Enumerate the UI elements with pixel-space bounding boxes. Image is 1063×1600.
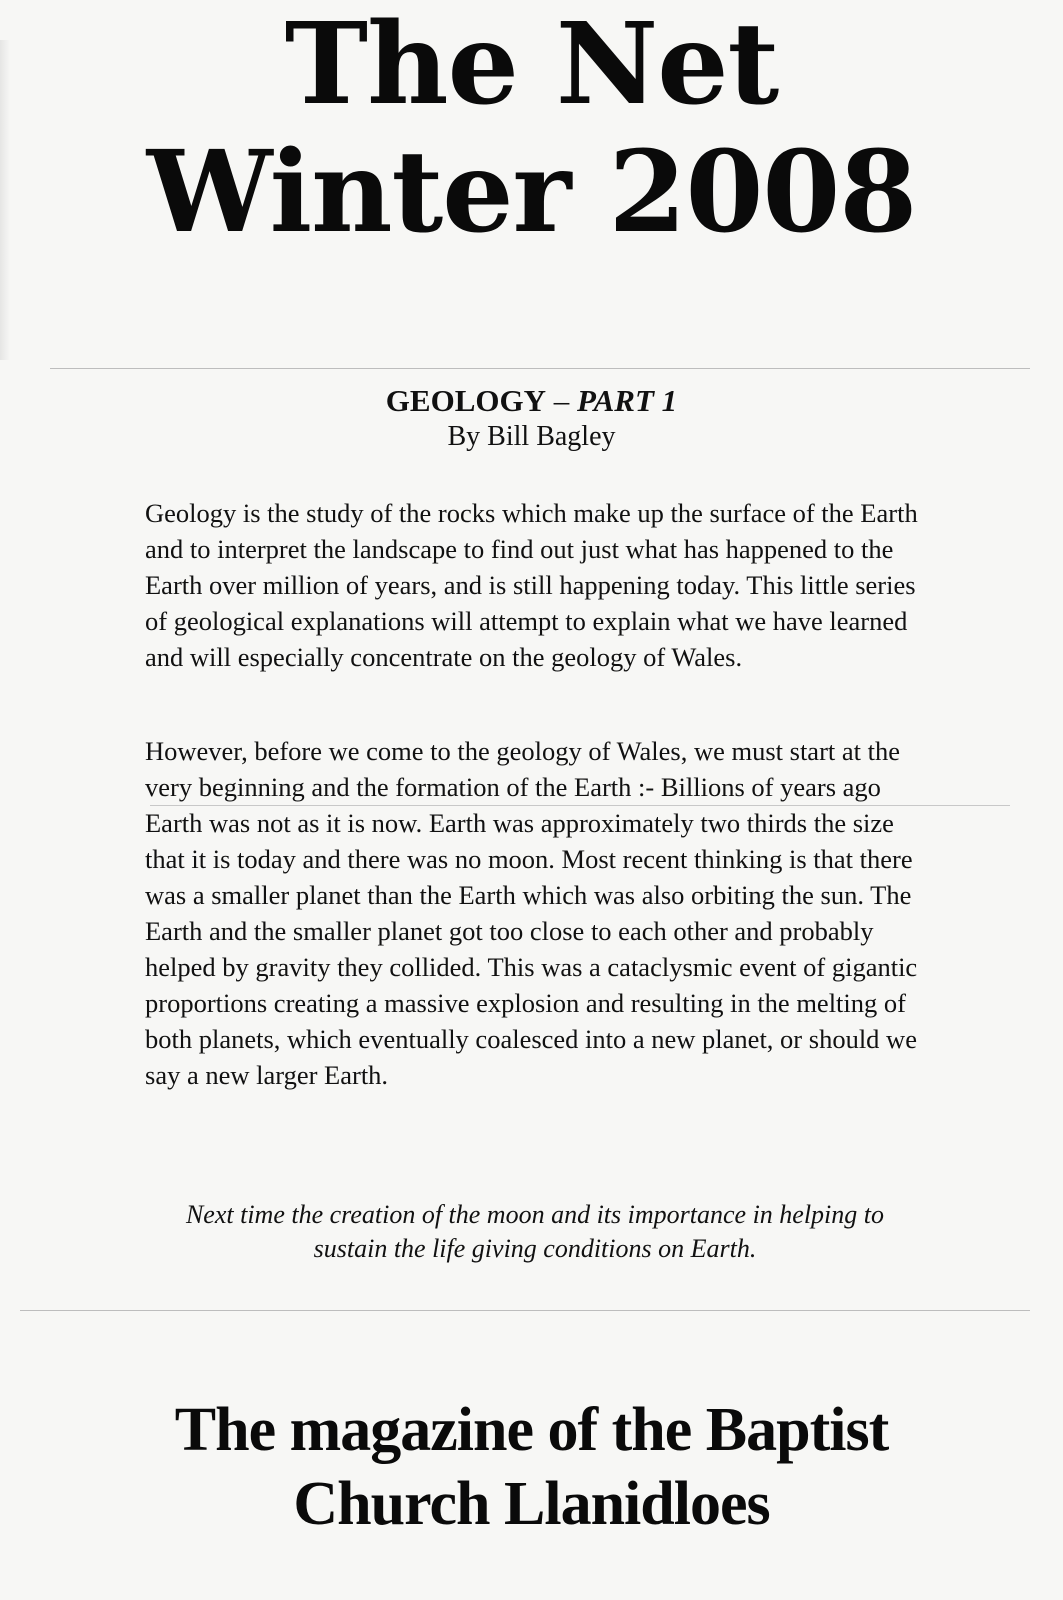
masthead-issue: Winter 2008 <box>146 127 917 258</box>
heading-separator: – <box>553 383 570 418</box>
magazine-tagline-church: Church Llanidloes <box>293 1470 770 1538</box>
article-part: PART 1 <box>577 383 678 418</box>
article-heading <box>0 380 1063 422</box>
magazine-tagline: The magazine of the Baptist <box>174 1396 889 1464</box>
divider-top <box>50 368 1030 369</box>
article-paragraph: However, before we come to the geology of Wales, we must start at the very beginning and the formation of the Earth :- Billions of years ago Earth was not as it is now. Earth was approximately two thirds the size that it is today and there was no moon. Most recent thinking is that there was a smaller planet than the Earth which was also orbiting the sun. The Earth and the smaller planet got too close to each other and probably helped by gravity they collided. This was a cataclysmic event of gigantic proportions creating a massive explosion and resulting in the melting of both planets, which eventually coalesced into a new planet, or should we say a new larger Earth. <box>145 736 918 1090</box>
article-paragraph: Geology is the study of the rocks which make up the surface of the Earth and to interpret the landscape to find out just what has happened to the Earth over million of years, and is still happening today. This little series of geological explanations will attempt to explain what we have learned and will especially concentrate on the geology of Wales. <box>145 498 918 672</box>
masthead-title: The Net <box>284 0 779 130</box>
next-time-note: Next time the creation of the moon and its importance in helping to sustain the life giving conditions on Earth. <box>185 1200 885 1263</box>
article-title: GEOLOGY <box>385 383 546 418</box>
divider-bottom <box>20 1310 1030 1311</box>
article-byline: By Bill Bagley <box>447 421 616 452</box>
